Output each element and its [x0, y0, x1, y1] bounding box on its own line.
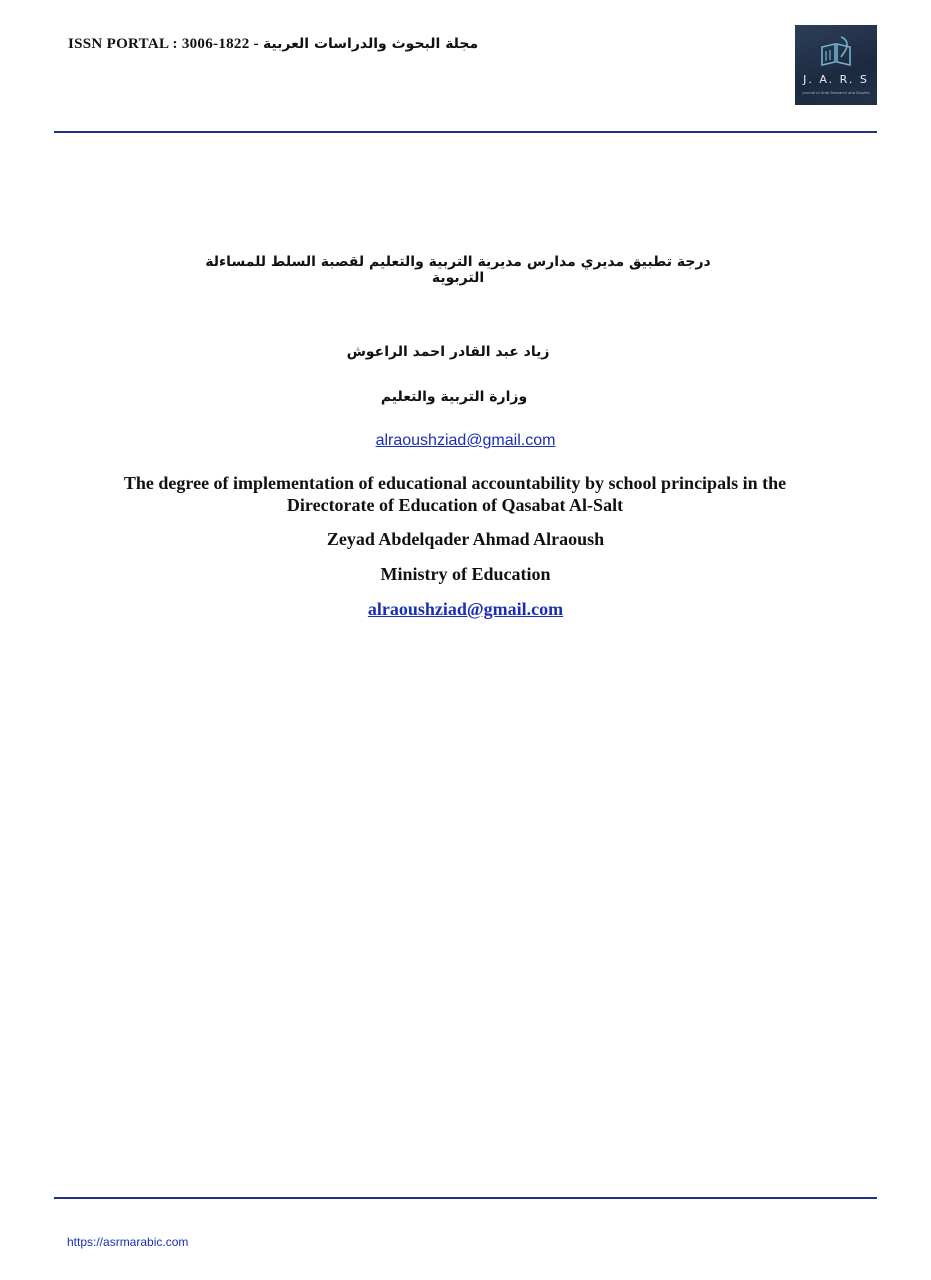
arabic-affiliation: وزارة التربية والتعليم [380, 389, 528, 405]
arabic-email-link[interactable]: alraoushziad@gmail.com [375, 432, 556, 449]
book-quill-icon [819, 35, 853, 69]
english-affiliation: Ministry of Education [380, 564, 551, 584]
arabic-author-name: زياد عبد القادر احمد الراعوش [346, 344, 550, 360]
issn-label: ISSN PORTAL : 3006-1822 - [68, 36, 263, 52]
english-email-link[interactable]: alraoushziad@gmail.com [367, 599, 564, 619]
arabic-paper-title: درجة تطبيق مديري مدارس مديرية التربية والتعليم لقصبة السلط للمساءلة التربوية [205, 254, 711, 286]
english-paper-title: The degree of implementation of educational accountability by school principals in the Directorate of Education of Qasabat Al-Salt [123, 473, 787, 515]
footer-divider [54, 1197, 877, 1199]
journal-name-arabic: مجلة البحوث والدراسات العربية [262, 36, 479, 52]
journal-logo [795, 25, 877, 105]
footer-website-link[interactable]: https://asrmarabic.com [67, 1235, 189, 1249]
english-author-name: Zeyad Abdelqader Ahmad Alraoush [326, 529, 605, 549]
logo-subtitle: Journal of Arab Research and Studies [802, 91, 870, 95]
journal-header [68, 36, 478, 53]
header-divider [54, 131, 877, 133]
logo-letters: J. A. R. S [803, 73, 869, 86]
